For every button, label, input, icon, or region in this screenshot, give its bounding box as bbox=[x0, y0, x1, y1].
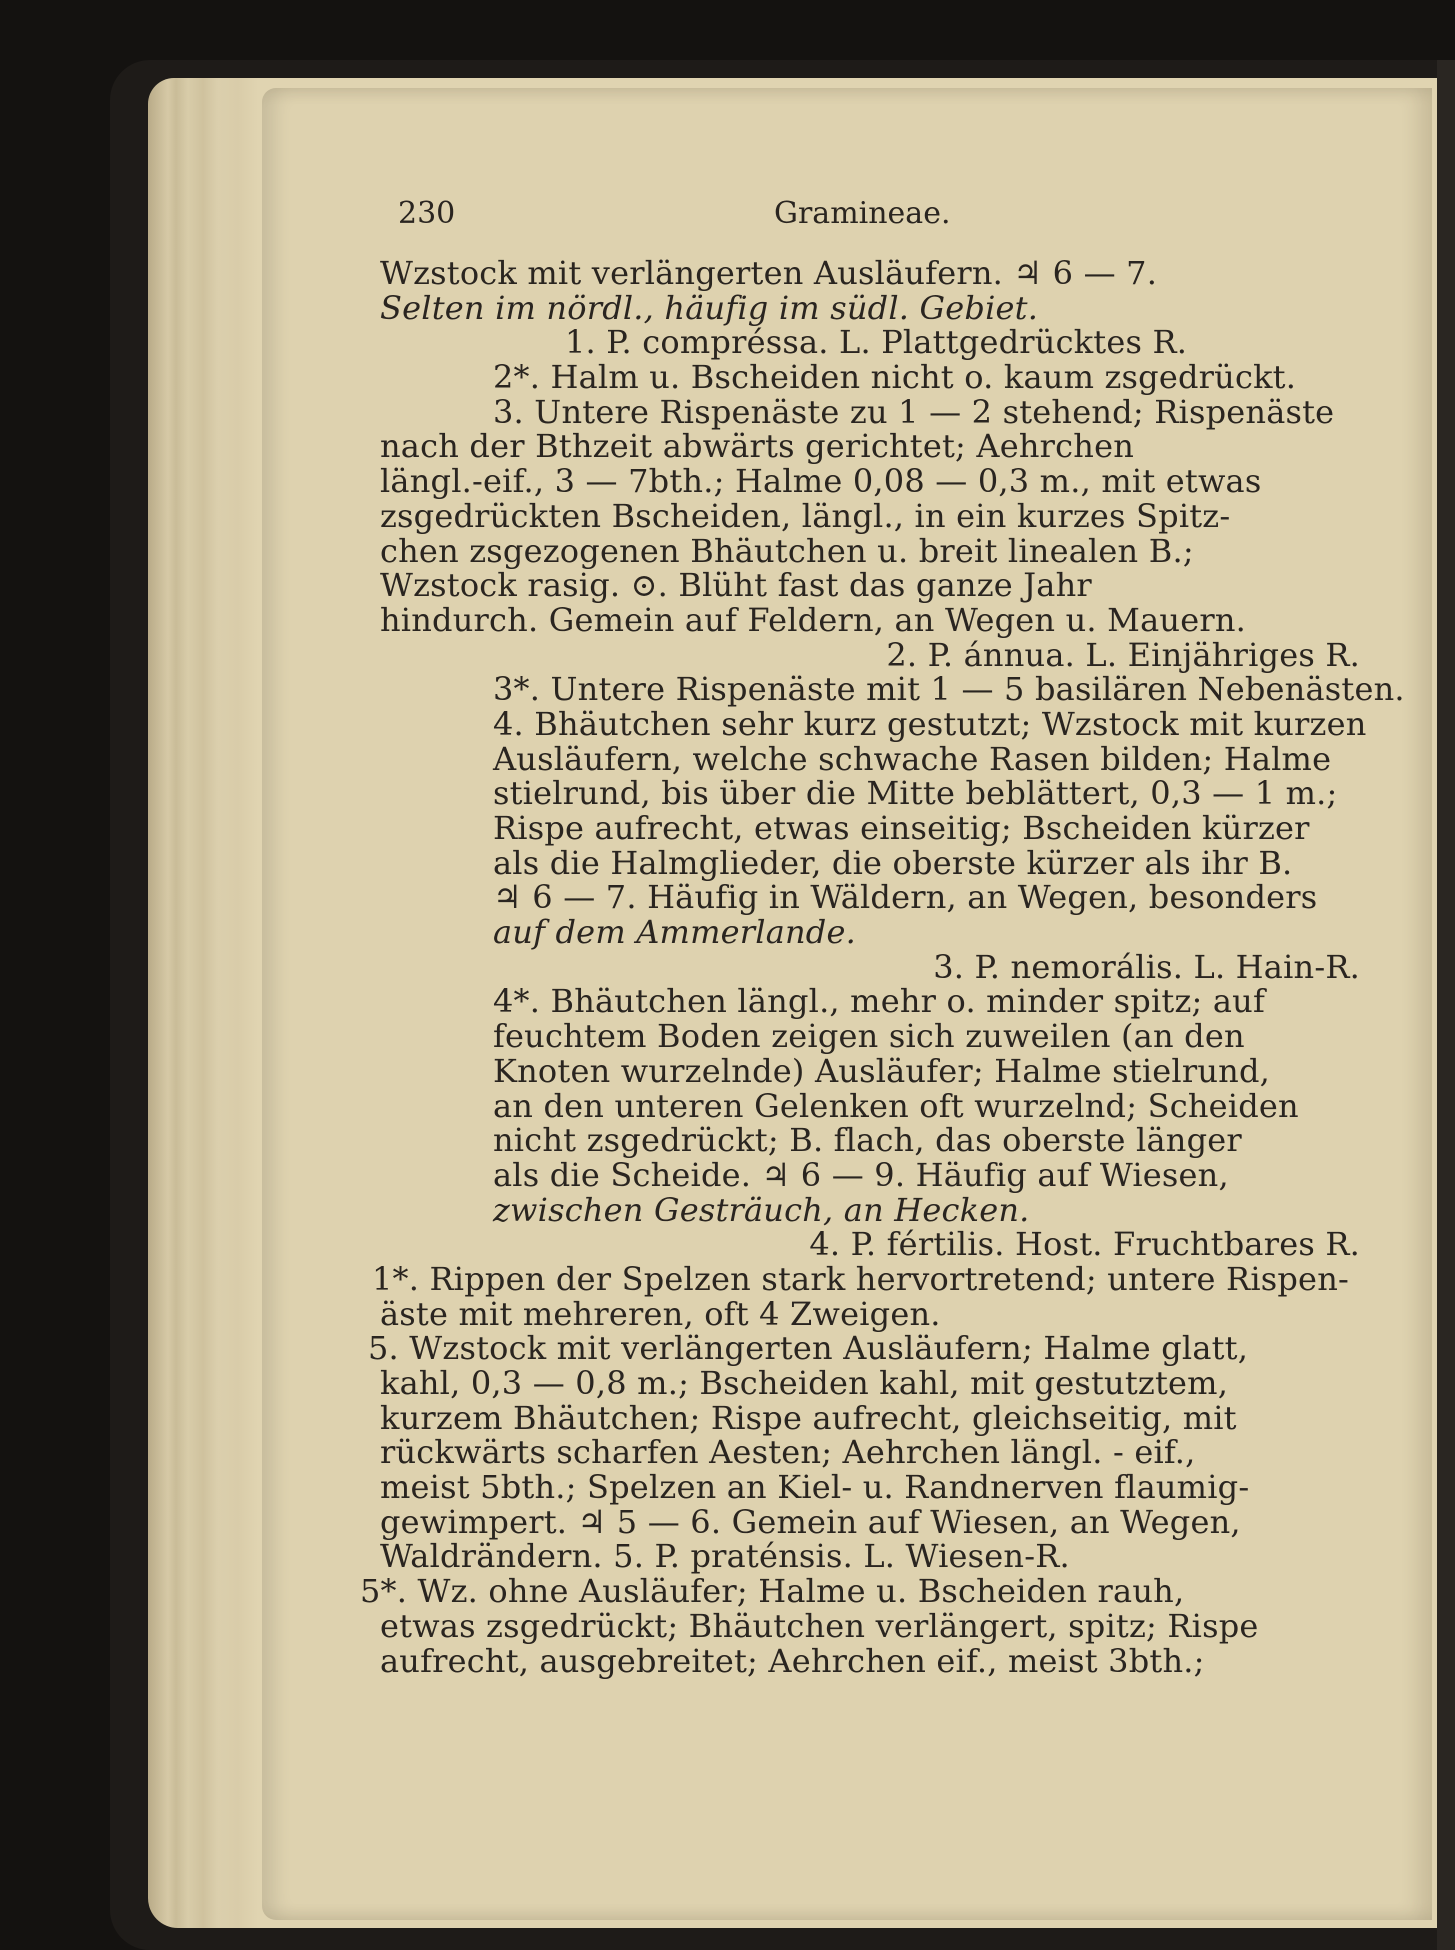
text-line: 2*. Halm u. Bscheiden nicht o. kaum zsgedrückt. bbox=[493, 358, 1297, 397]
text-line: 3*. Untere Rispenäste mit 1 — 5 basilären Nebenästen. bbox=[493, 670, 1405, 709]
text-line: meist 5bth.; Spelzen an Kiel- u. Randnerven flaumig- bbox=[380, 1468, 1250, 1507]
text-line: Ausläufern, welche schwache Rasen bilden; Halme bbox=[493, 739, 1332, 778]
text-line: als die Scheide. ♃ 6 — 9. Häufig auf Wiesen, bbox=[493, 1155, 1229, 1194]
text-line: gewimpert. ♃ 5 — 6. Gemein auf Wiesen, an Wegen, bbox=[380, 1502, 1241, 1541]
text-line: rückwärts scharfen Aesten; Aehrchen längl. - eif., bbox=[380, 1433, 1196, 1472]
text-line: Waldrändern. 5. P. praténsis. L. Wiesen-R. bbox=[380, 1537, 1070, 1576]
page-header bbox=[398, 196, 1358, 232]
text-line: 4. Bhäutchen sehr kurz gestutzt; Wzstock mit kurzen bbox=[493, 704, 1367, 743]
text-line: auf dem Ammerlande. bbox=[493, 913, 856, 952]
text-line: äste mit mehreren, oft 4 Zweigen. bbox=[380, 1294, 941, 1333]
text-line: an den unteren Gelenken oft wurzelnd; Scheiden bbox=[493, 1086, 1299, 1125]
species-line: 4. P. fértilis. Host. Fruchtbares R. bbox=[809, 1225, 1360, 1264]
right-shadow bbox=[1437, 60, 1455, 1950]
text-line: zsgedrückten Bscheiden, längl., in ein kurzes Spitz- bbox=[380, 496, 1231, 535]
text-line: zwischen Gesträuch, an Hecken. bbox=[493, 1190, 1030, 1229]
text-line: längl.-eif., 3 — 7bth.; Halme 0,08 — 0,3 m., mit etwas bbox=[380, 462, 1262, 501]
text-line: kahl, 0,3 — 0,8 m.; Bscheiden kahl, mit gestutztem, bbox=[380, 1364, 1229, 1402]
text-line: etwas zsgedrückt; Bhäutchen verlängert, spitz; Rispe bbox=[380, 1606, 1259, 1645]
page-title: Gramineae. bbox=[774, 196, 951, 231]
text-line: als die Halmglieder, die oberste kürzer als ihr B. bbox=[493, 843, 1293, 882]
text-line: nach der Bthzeit abwärts gerichtet; Aehrchen bbox=[380, 427, 1135, 466]
text-line: 3. Untere Rispenäste zu 1 — 2 stehend; Rispenäste bbox=[493, 392, 1335, 431]
text-line: Wzstock rasig. ⊙. Blüht fast das ganze Jahr bbox=[380, 566, 1092, 605]
species-line: 3. P. nemorális. L. Hain-R. bbox=[933, 947, 1360, 986]
text-line: stielrund, bis über die Mitte beblättert, 0,3 — 1 m.; bbox=[493, 774, 1338, 813]
species-line: 2. P. ánnua. L. Einjähriges R. bbox=[886, 635, 1360, 674]
text-line: Wzstock mit verlängerten Ausläufern. ♃ 6 — 7. bbox=[380, 254, 1158, 292]
text-line: hindurch. Gemein auf Feldern, an Wegen u. Mauern. bbox=[380, 600, 1247, 639]
text-line: ♃ 6 — 7. Häufig in Wäldern, an Wegen, besonders bbox=[493, 878, 1318, 917]
text-line: Selten im nördl., häufig im südl. Gebiet. bbox=[380, 288, 1039, 327]
page-body bbox=[360, 254, 1405, 1680]
page-number: 230 bbox=[398, 196, 456, 231]
text-line: 4*. Bhäutchen längl., mehr o. minder spitz; auf bbox=[493, 982, 1266, 1021]
text-line: 5. Wzstock mit verlängerten Ausläufern; Halme glatt, bbox=[368, 1329, 1249, 1368]
text-line: kurzem Bhäutchen; Rispe aufrecht, gleichseitig, mit bbox=[380, 1398, 1237, 1437]
text-line: feuchtem Boden zeigen sich zuweilen (an den bbox=[493, 1017, 1245, 1056]
text-line: 1*. Rippen der Spelzen stark hervortretend; untere Rispen- bbox=[372, 1259, 1350, 1298]
text-line: aufrecht, ausgebreitet; Aehrchen eif., meist 3bth.; bbox=[380, 1641, 1205, 1680]
species-line: 1. P. compréssa. L. Plattgedrücktes R. bbox=[565, 323, 1188, 362]
text-line: Rispe aufrecht, etwas einseitig; Bscheiden kürzer bbox=[493, 809, 1310, 847]
text-line: chen zsgezogenen Bhäutchen u. breit linealen B.; bbox=[380, 531, 1194, 570]
text-line: Knoten wurzelnde) Ausläufer; Halme stielrund, bbox=[493, 1051, 1270, 1090]
text-line: nicht zsgedrückt; B. flach, das oberste länger bbox=[493, 1121, 1242, 1160]
text-line: 5*. Wz. ohne Ausläufer; Halme u. Bscheiden rauh, bbox=[360, 1572, 1185, 1611]
